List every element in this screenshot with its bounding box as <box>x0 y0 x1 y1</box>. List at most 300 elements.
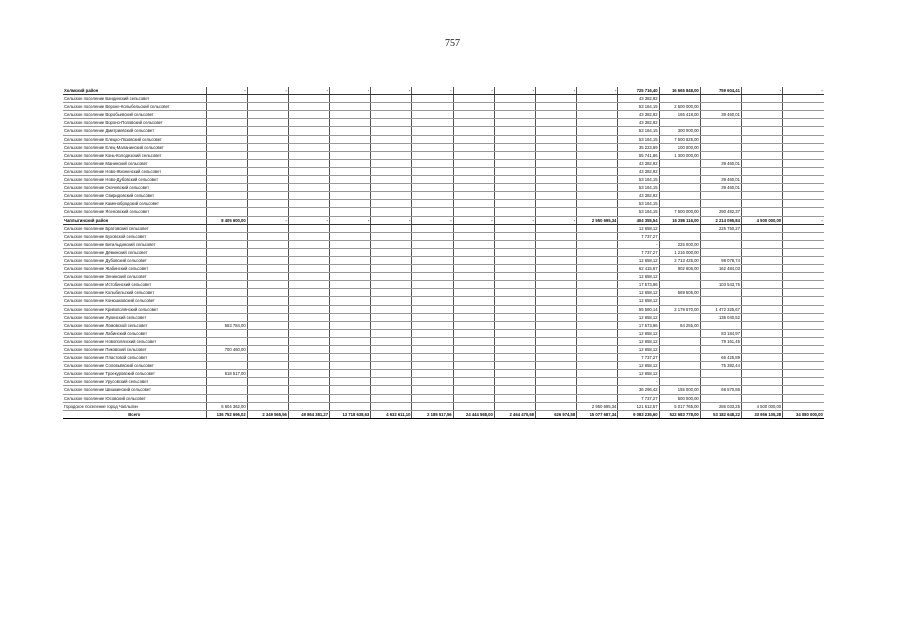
value-cell <box>536 297 577 305</box>
value-cell <box>536 103 577 111</box>
value-cell <box>330 143 371 151</box>
value-cell: - <box>494 216 535 224</box>
value-cell <box>288 346 329 354</box>
value-cell <box>536 192 577 200</box>
value-cell <box>536 256 577 264</box>
table-row <box>63 103 824 111</box>
value-cell <box>577 297 618 305</box>
value-cell: 300 000,00 <box>659 127 700 135</box>
value-cell <box>288 289 329 297</box>
value-cell: 103 543,75 <box>700 281 741 289</box>
table-row <box>63 208 824 216</box>
value-cell <box>783 273 824 281</box>
value-cell <box>206 119 247 127</box>
value-cell <box>412 281 453 289</box>
value-cell <box>371 273 412 281</box>
table-row <box>63 200 824 208</box>
value-cell <box>783 281 824 289</box>
value-cell <box>741 321 782 329</box>
value-cell <box>700 151 741 159</box>
value-cell <box>536 240 577 248</box>
value-cell <box>247 297 288 305</box>
value-cell <box>206 378 247 386</box>
value-cell <box>494 313 535 321</box>
value-cell: 53 164,15 <box>618 184 659 192</box>
row-label-cell: Сельское поселение Ново-Дубовский сельсовет <box>63 176 206 184</box>
value-cell <box>536 248 577 256</box>
value-cell: 522 683 778,00 <box>659 410 700 418</box>
value-cell: 136 040,52 <box>700 313 741 321</box>
value-cell: 39 460,01 <box>700 159 741 167</box>
table-row <box>63 370 824 378</box>
value-cell <box>494 329 535 337</box>
value-cell <box>371 321 412 329</box>
value-cell: 53 164,15 <box>618 208 659 216</box>
value-cell <box>453 313 494 321</box>
value-cell <box>412 354 453 362</box>
value-cell <box>659 192 700 200</box>
value-cell: 162 484,03 <box>700 265 741 273</box>
value-cell <box>412 305 453 313</box>
value-cell <box>783 256 824 264</box>
value-cell <box>288 297 329 305</box>
value-cell <box>453 297 494 305</box>
value-cell <box>206 176 247 184</box>
value-cell <box>783 386 824 394</box>
value-cell: 4 500 000,00 <box>741 402 782 410</box>
table-row <box>63 248 824 256</box>
value-cell <box>494 167 535 175</box>
value-cell: 9 083 235,60 <box>618 410 659 418</box>
value-cell <box>741 184 782 192</box>
table-row <box>63 386 824 394</box>
value-cell: 626 974,58 <box>536 410 577 418</box>
value-cell <box>577 208 618 216</box>
value-cell <box>783 346 824 354</box>
value-cell <box>700 248 741 256</box>
value-cell <box>494 200 535 208</box>
value-cell <box>577 337 618 345</box>
value-cell <box>453 135 494 143</box>
value-cell <box>288 313 329 321</box>
value-cell <box>206 103 247 111</box>
value-cell <box>330 208 371 216</box>
value-cell <box>536 143 577 151</box>
value-cell <box>536 321 577 329</box>
value-cell <box>700 240 741 248</box>
value-cell <box>288 192 329 200</box>
value-cell: 33 956 105,28 <box>741 410 782 418</box>
value-cell <box>741 192 782 200</box>
row-label-cell: Сельское поселение Дёминский сельсовет <box>63 248 206 256</box>
table-row <box>63 265 824 273</box>
value-cell <box>330 248 371 256</box>
value-cell <box>288 354 329 362</box>
value-cell <box>453 176 494 184</box>
value-cell <box>741 289 782 297</box>
value-cell: 2 349 565,56 <box>247 410 288 418</box>
value-cell <box>206 248 247 256</box>
value-cell <box>453 143 494 151</box>
value-cell: 83 184,97 <box>700 329 741 337</box>
value-cell: 53 164,15 <box>618 135 659 143</box>
row-label-cell: Сельское поселение Троекуровский сельсовет <box>63 370 206 378</box>
value-cell <box>247 192 288 200</box>
value-cell: 17 573,96 <box>618 321 659 329</box>
value-cell <box>330 313 371 321</box>
value-cell <box>453 103 494 111</box>
value-cell: 12 658,12 <box>618 346 659 354</box>
value-cell <box>206 386 247 394</box>
value-cell <box>536 159 577 167</box>
value-cell <box>783 354 824 362</box>
value-cell <box>371 119 412 127</box>
value-cell <box>577 151 618 159</box>
value-cell <box>412 159 453 167</box>
value-cell: 121 612,57 <box>618 402 659 410</box>
value-cell <box>371 394 412 402</box>
value-cell <box>247 135 288 143</box>
row-label-cell: Сельское поселение Лукинский сельсовет <box>63 313 206 321</box>
value-cell <box>783 265 824 273</box>
value-cell <box>577 135 618 143</box>
value-cell <box>494 232 535 240</box>
value-cell <box>412 143 453 151</box>
value-cell <box>453 354 494 362</box>
value-cell <box>247 167 288 175</box>
value-cell <box>494 184 535 192</box>
value-cell <box>700 143 741 151</box>
value-cell <box>494 208 535 216</box>
value-cell <box>577 281 618 289</box>
value-cell <box>206 273 247 281</box>
value-cell: 759 604,41 <box>700 87 741 95</box>
value-cell <box>330 297 371 305</box>
value-cell <box>412 224 453 232</box>
value-cell <box>288 265 329 273</box>
value-cell <box>700 103 741 111</box>
value-cell <box>288 402 329 410</box>
value-cell <box>659 346 700 354</box>
value-cell <box>577 313 618 321</box>
value-cell: 7 737,27 <box>618 248 659 256</box>
value-cell <box>453 127 494 135</box>
value-cell <box>577 321 618 329</box>
table-row <box>63 273 824 281</box>
value-cell <box>247 273 288 281</box>
page-number: 757 <box>445 38 460 49</box>
value-cell <box>371 248 412 256</box>
value-cell <box>577 232 618 240</box>
table-row <box>63 362 824 370</box>
value-cell <box>494 378 535 386</box>
value-cell <box>247 111 288 119</box>
value-cell <box>783 232 824 240</box>
table-row <box>63 240 824 248</box>
value-cell <box>536 184 577 192</box>
value-cell <box>453 159 494 167</box>
row-label-cell: Сельское поселение Шишкинский сельсовет <box>63 386 206 394</box>
value-cell <box>412 95 453 103</box>
value-cell: 39 460,01 <box>700 176 741 184</box>
value-cell <box>741 111 782 119</box>
row-label-cell: Сельское поселение Урусовский сельсовет <box>63 378 206 386</box>
value-cell <box>741 103 782 111</box>
value-cell <box>536 281 577 289</box>
value-cell <box>371 111 412 119</box>
value-cell <box>659 329 700 337</box>
value-cell <box>783 240 824 248</box>
value-cell: - <box>371 87 412 95</box>
value-cell: 4 500 000,00 <box>741 216 782 224</box>
value-cell <box>741 224 782 232</box>
value-cell <box>453 305 494 313</box>
value-cell <box>330 127 371 135</box>
value-cell: 7 737,27 <box>618 354 659 362</box>
value-cell: - <box>618 240 659 248</box>
value-cell <box>288 329 329 337</box>
value-cell: 16 665 848,00 <box>659 87 700 95</box>
value-cell: 1 472 325,67 <box>700 305 741 313</box>
table-row <box>63 281 824 289</box>
value-cell <box>536 305 577 313</box>
value-cell: 7 500 625,00 <box>659 135 700 143</box>
value-cell <box>247 95 288 103</box>
value-cell <box>330 394 371 402</box>
value-cell <box>577 184 618 192</box>
value-cell <box>494 248 535 256</box>
value-cell <box>577 127 618 135</box>
row-label-cell: Сельское поселение Кривополянский сельсовет <box>63 305 206 313</box>
value-cell: - <box>330 87 371 95</box>
value-cell <box>288 370 329 378</box>
value-cell <box>659 337 700 345</box>
value-cell <box>783 111 824 119</box>
value-cell <box>536 402 577 410</box>
value-cell <box>783 313 824 321</box>
value-cell <box>206 95 247 103</box>
value-cell <box>453 208 494 216</box>
value-cell <box>741 354 782 362</box>
value-cell <box>288 273 329 281</box>
value-cell <box>330 386 371 394</box>
value-cell: 225 750,27 <box>700 224 741 232</box>
value-cell <box>371 184 412 192</box>
value-cell <box>783 184 824 192</box>
row-label-cell: Сельское поселение Елецко-Лозовский сельсовет <box>63 135 206 143</box>
value-cell: - <box>536 216 577 224</box>
value-cell <box>494 127 535 135</box>
row-label-cell: Сельское поселение Каменобродский сельсовет <box>63 200 206 208</box>
value-cell <box>494 95 535 103</box>
value-cell <box>453 362 494 370</box>
value-cell: - <box>577 87 618 95</box>
table-row <box>63 232 824 240</box>
value-cell: 2 713 425,00 <box>659 256 700 264</box>
value-cell: 66 425,89 <box>700 354 741 362</box>
value-cell <box>659 224 700 232</box>
value-cell <box>536 208 577 216</box>
value-cell <box>412 135 453 143</box>
value-cell <box>371 151 412 159</box>
value-cell <box>659 95 700 103</box>
value-cell: 553 784,00 <box>206 321 247 329</box>
value-cell <box>577 143 618 151</box>
value-cell <box>741 265 782 273</box>
value-cell <box>577 265 618 273</box>
value-cell <box>494 119 535 127</box>
value-cell <box>536 386 577 394</box>
value-cell <box>206 256 247 264</box>
value-cell <box>700 167 741 175</box>
value-cell <box>659 176 700 184</box>
value-cell <box>494 402 535 410</box>
value-cell <box>783 119 824 127</box>
row-label-cell: Сельское поселение Братовский сельсовет <box>63 224 206 232</box>
value-cell <box>288 281 329 289</box>
value-cell <box>371 289 412 297</box>
value-cell <box>288 143 329 151</box>
value-cell <box>288 135 329 143</box>
value-cell <box>371 256 412 264</box>
value-cell <box>206 354 247 362</box>
value-cell <box>700 127 741 135</box>
value-cell: 43 382,92 <box>618 192 659 200</box>
value-cell <box>783 135 824 143</box>
value-cell <box>577 273 618 281</box>
value-cell <box>536 111 577 119</box>
value-cell: 1 216 000,00 <box>659 248 700 256</box>
value-cell <box>577 176 618 184</box>
value-cell <box>577 346 618 354</box>
value-cell <box>453 321 494 329</box>
value-cell <box>741 281 782 289</box>
value-cell: 17 573,96 <box>618 281 659 289</box>
value-cell <box>700 321 741 329</box>
value-cell: 53 164,15 <box>618 103 659 111</box>
value-cell <box>494 273 535 281</box>
value-cell: - <box>618 378 659 386</box>
value-cell <box>783 143 824 151</box>
value-cell: 43 382,92 <box>618 159 659 167</box>
value-cell <box>536 378 577 386</box>
value-cell <box>659 313 700 321</box>
value-cell <box>700 232 741 240</box>
value-cell: - <box>247 87 288 95</box>
value-cell <box>741 273 782 281</box>
table-row <box>63 151 824 159</box>
value-cell <box>330 329 371 337</box>
value-cell <box>783 305 824 313</box>
value-cell <box>741 176 782 184</box>
value-cell <box>412 184 453 192</box>
value-cell <box>330 95 371 103</box>
value-cell <box>783 192 824 200</box>
value-cell <box>741 240 782 248</box>
value-cell: 49 864 381,27 <box>288 410 329 418</box>
value-cell <box>536 273 577 281</box>
value-cell <box>371 167 412 175</box>
value-cell <box>741 143 782 151</box>
table-row <box>63 184 824 192</box>
row-label-cell: Сельское поселение Жабинский сельсовет <box>63 265 206 273</box>
value-cell <box>494 346 535 354</box>
value-cell: 43 382,92 <box>618 167 659 175</box>
value-cell <box>247 103 288 111</box>
value-cell <box>453 224 494 232</box>
value-cell <box>330 192 371 200</box>
value-cell <box>206 281 247 289</box>
value-cell <box>412 289 453 297</box>
value-cell: 98 078,74 <box>700 256 741 264</box>
value-cell <box>206 240 247 248</box>
value-cell <box>330 354 371 362</box>
value-cell <box>371 297 412 305</box>
value-cell: 618 517,00 <box>206 370 247 378</box>
value-cell <box>453 402 494 410</box>
value-cell <box>577 95 618 103</box>
table-row <box>63 111 824 119</box>
value-cell <box>453 200 494 208</box>
value-cell: 68 570,86 <box>700 386 741 394</box>
value-cell <box>783 289 824 297</box>
value-cell <box>783 362 824 370</box>
value-cell <box>206 313 247 321</box>
value-cell <box>330 111 371 119</box>
value-cell <box>659 232 700 240</box>
value-cell: 12 658,12 <box>618 297 659 305</box>
value-cell: 725 716,40 <box>618 87 659 95</box>
row-label-cell: Сельское поселение Дмитриевский сельсовет <box>63 127 206 135</box>
value-cell <box>577 378 618 386</box>
value-cell: 12 658,12 <box>618 224 659 232</box>
value-cell <box>247 305 288 313</box>
value-cell <box>536 151 577 159</box>
row-label-cell: Сельское поселение Соловьёвский сельсовет <box>63 362 206 370</box>
value-cell <box>453 273 494 281</box>
value-cell <box>330 224 371 232</box>
value-cell: - <box>783 87 824 95</box>
value-cell <box>783 402 824 410</box>
value-cell <box>536 95 577 103</box>
value-cell <box>412 176 453 184</box>
value-cell <box>206 143 247 151</box>
row-label-cell: Сельское поселение Охочевский сельсовет <box>63 184 206 192</box>
value-cell <box>741 394 782 402</box>
value-cell <box>412 297 453 305</box>
value-cell: 286 033,25 <box>700 402 741 410</box>
value-cell <box>494 192 535 200</box>
value-cell <box>288 362 329 370</box>
value-cell <box>330 362 371 370</box>
value-cell: 8 405 600,00 <box>206 216 247 224</box>
value-cell <box>371 281 412 289</box>
value-cell <box>700 273 741 281</box>
value-cell <box>741 119 782 127</box>
value-cell <box>783 176 824 184</box>
value-cell: 404 355,54 <box>618 216 659 224</box>
value-cell <box>206 305 247 313</box>
value-cell <box>453 119 494 127</box>
value-cell: 6 604 362,00 <box>206 402 247 410</box>
value-cell <box>412 313 453 321</box>
value-cell <box>206 265 247 273</box>
row-label-cell: Сельское поселение Бигильдинский сельсовет <box>63 240 206 248</box>
value-cell <box>741 248 782 256</box>
value-cell <box>247 378 288 386</box>
value-cell <box>247 346 288 354</box>
value-cell <box>206 362 247 370</box>
